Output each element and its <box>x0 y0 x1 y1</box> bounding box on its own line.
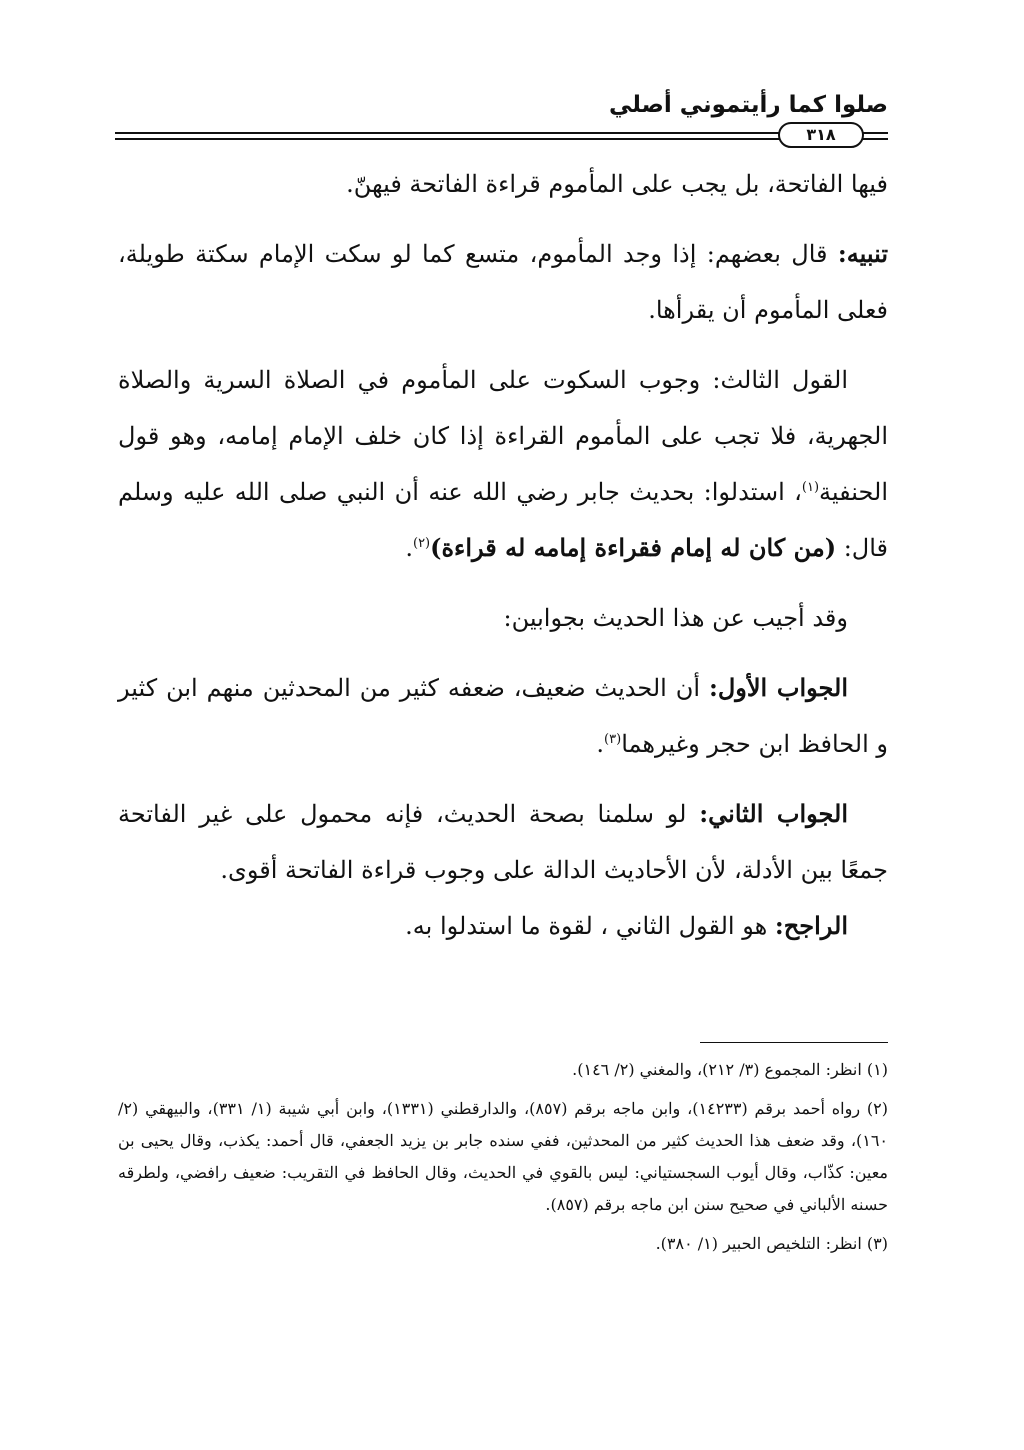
first-answer-text: أن الحديث ضعيف، ضعفه كثير من المحدثين منهم ابن كثير و الحافظ ابن حجر وغيرهما <box>118 674 888 758</box>
second-answer-text: لو سلمنا بصحة الحديث، فإنه محمول على غير الفاتحة جمعًا بين الأدلة، لأن الأحاديث الدالة على وجوب قراءة الفاتحة أقوى. <box>118 800 888 884</box>
second-answer-label: الجواب الثاني: <box>699 799 848 828</box>
header-rule-bottom <box>115 138 888 140</box>
running-header-title: صلوا كما رأيتموني أصلي <box>608 92 888 118</box>
paragraph-second-answer <box>118 786 888 898</box>
main-text <box>118 156 888 954</box>
preferred-view-text: هو القول الثاني ، لقوة ما استدلوا به. <box>405 912 775 940</box>
page-header <box>115 92 888 152</box>
footnote-ref-1: (١) <box>801 480 820 495</box>
footnote-ref-2: (٢) <box>412 536 431 551</box>
third-opinion-text: القول الثالث: وجوب السكوت على المأموم في الصلاة السرية والصلاة الجهرية، فلا تجب على المأموم القراءة إذا كان خلف الإمام إمامه، وهو قول الحنفية <box>118 366 888 506</box>
footnote-2: (٢) رواه أحمد برقم (١٤٢٣٣)، وابن ماجه برقم (٨٥٧)، والدارقطني (١٣٣١)، وابن أبي شيبة (١/ ٣٣١)، والبيهقي (٢/ ١٦٠)، وقد ضعف هذا الحديث كثير من المحدثين، ففي سنده جابر بن يزيد الجعفي، قال أحمد: يكذب، وقال يحيى بن معين: كذّاب، وقال أيوب السجستياني: ليس بالقوي في الحديث، وقال الحافظ في التقريب: ضعيف رافضي، ولطرقه حسنه الألباني في صحيح سنن ابن ماجه برقم (٨٥٧). <box>118 1099 889 1214</box>
footnote-ref-3: (٣) <box>604 732 622 747</box>
first-answer-label: الجواب الأول: <box>708 673 848 702</box>
footnote-separator <box>700 1042 888 1043</box>
page-number-badge <box>778 122 864 148</box>
paragraph-first-answer <box>118 660 888 772</box>
third-opinion-end: . <box>405 534 413 562</box>
hadith-quote: (من كان له إمام فقراءة إمامه له قراءة) <box>430 533 837 562</box>
footnote-1: (١) انظر: المجموع (٣/ ٢١٢)، والمغني (٢/ ١٤٦). <box>572 1060 888 1079</box>
paragraph-note <box>118 226 888 338</box>
note-text: قال بعضهم: إذا وجد المأموم، متسع كما لو سكت الإمام سكتة طويلة، فعلى المأموم أن يقرأها. <box>118 240 888 324</box>
preferred-view-label: الراجح: <box>774 911 848 940</box>
header-rule-top <box>115 132 888 134</box>
paragraph-continuation: فيها الفاتحة، بل يجب على المأموم قراءة الفاتحة فيهنّ. <box>346 170 888 198</box>
note-label: تنبيه: <box>837 239 888 268</box>
paragraph-responses-intro: وقد أجيب عن هذا الحديث بجوابين: <box>503 604 848 632</box>
footnote-3: (٣) انظر: التلخيص الحبير (١/ ٣٨٠). <box>655 1234 888 1253</box>
first-answer-end: . <box>596 730 605 758</box>
paragraph-preferred-view <box>118 898 888 954</box>
footnotes <box>118 1054 888 1267</box>
page-number: ٣١٨ <box>806 125 836 144</box>
paragraph-third-opinion <box>118 352 888 576</box>
third-opinion-evidence: ، استدلوا: بحديث جابر رضي الله عنه أن النبي صلى الله عليه وسلم قال: <box>118 478 888 562</box>
